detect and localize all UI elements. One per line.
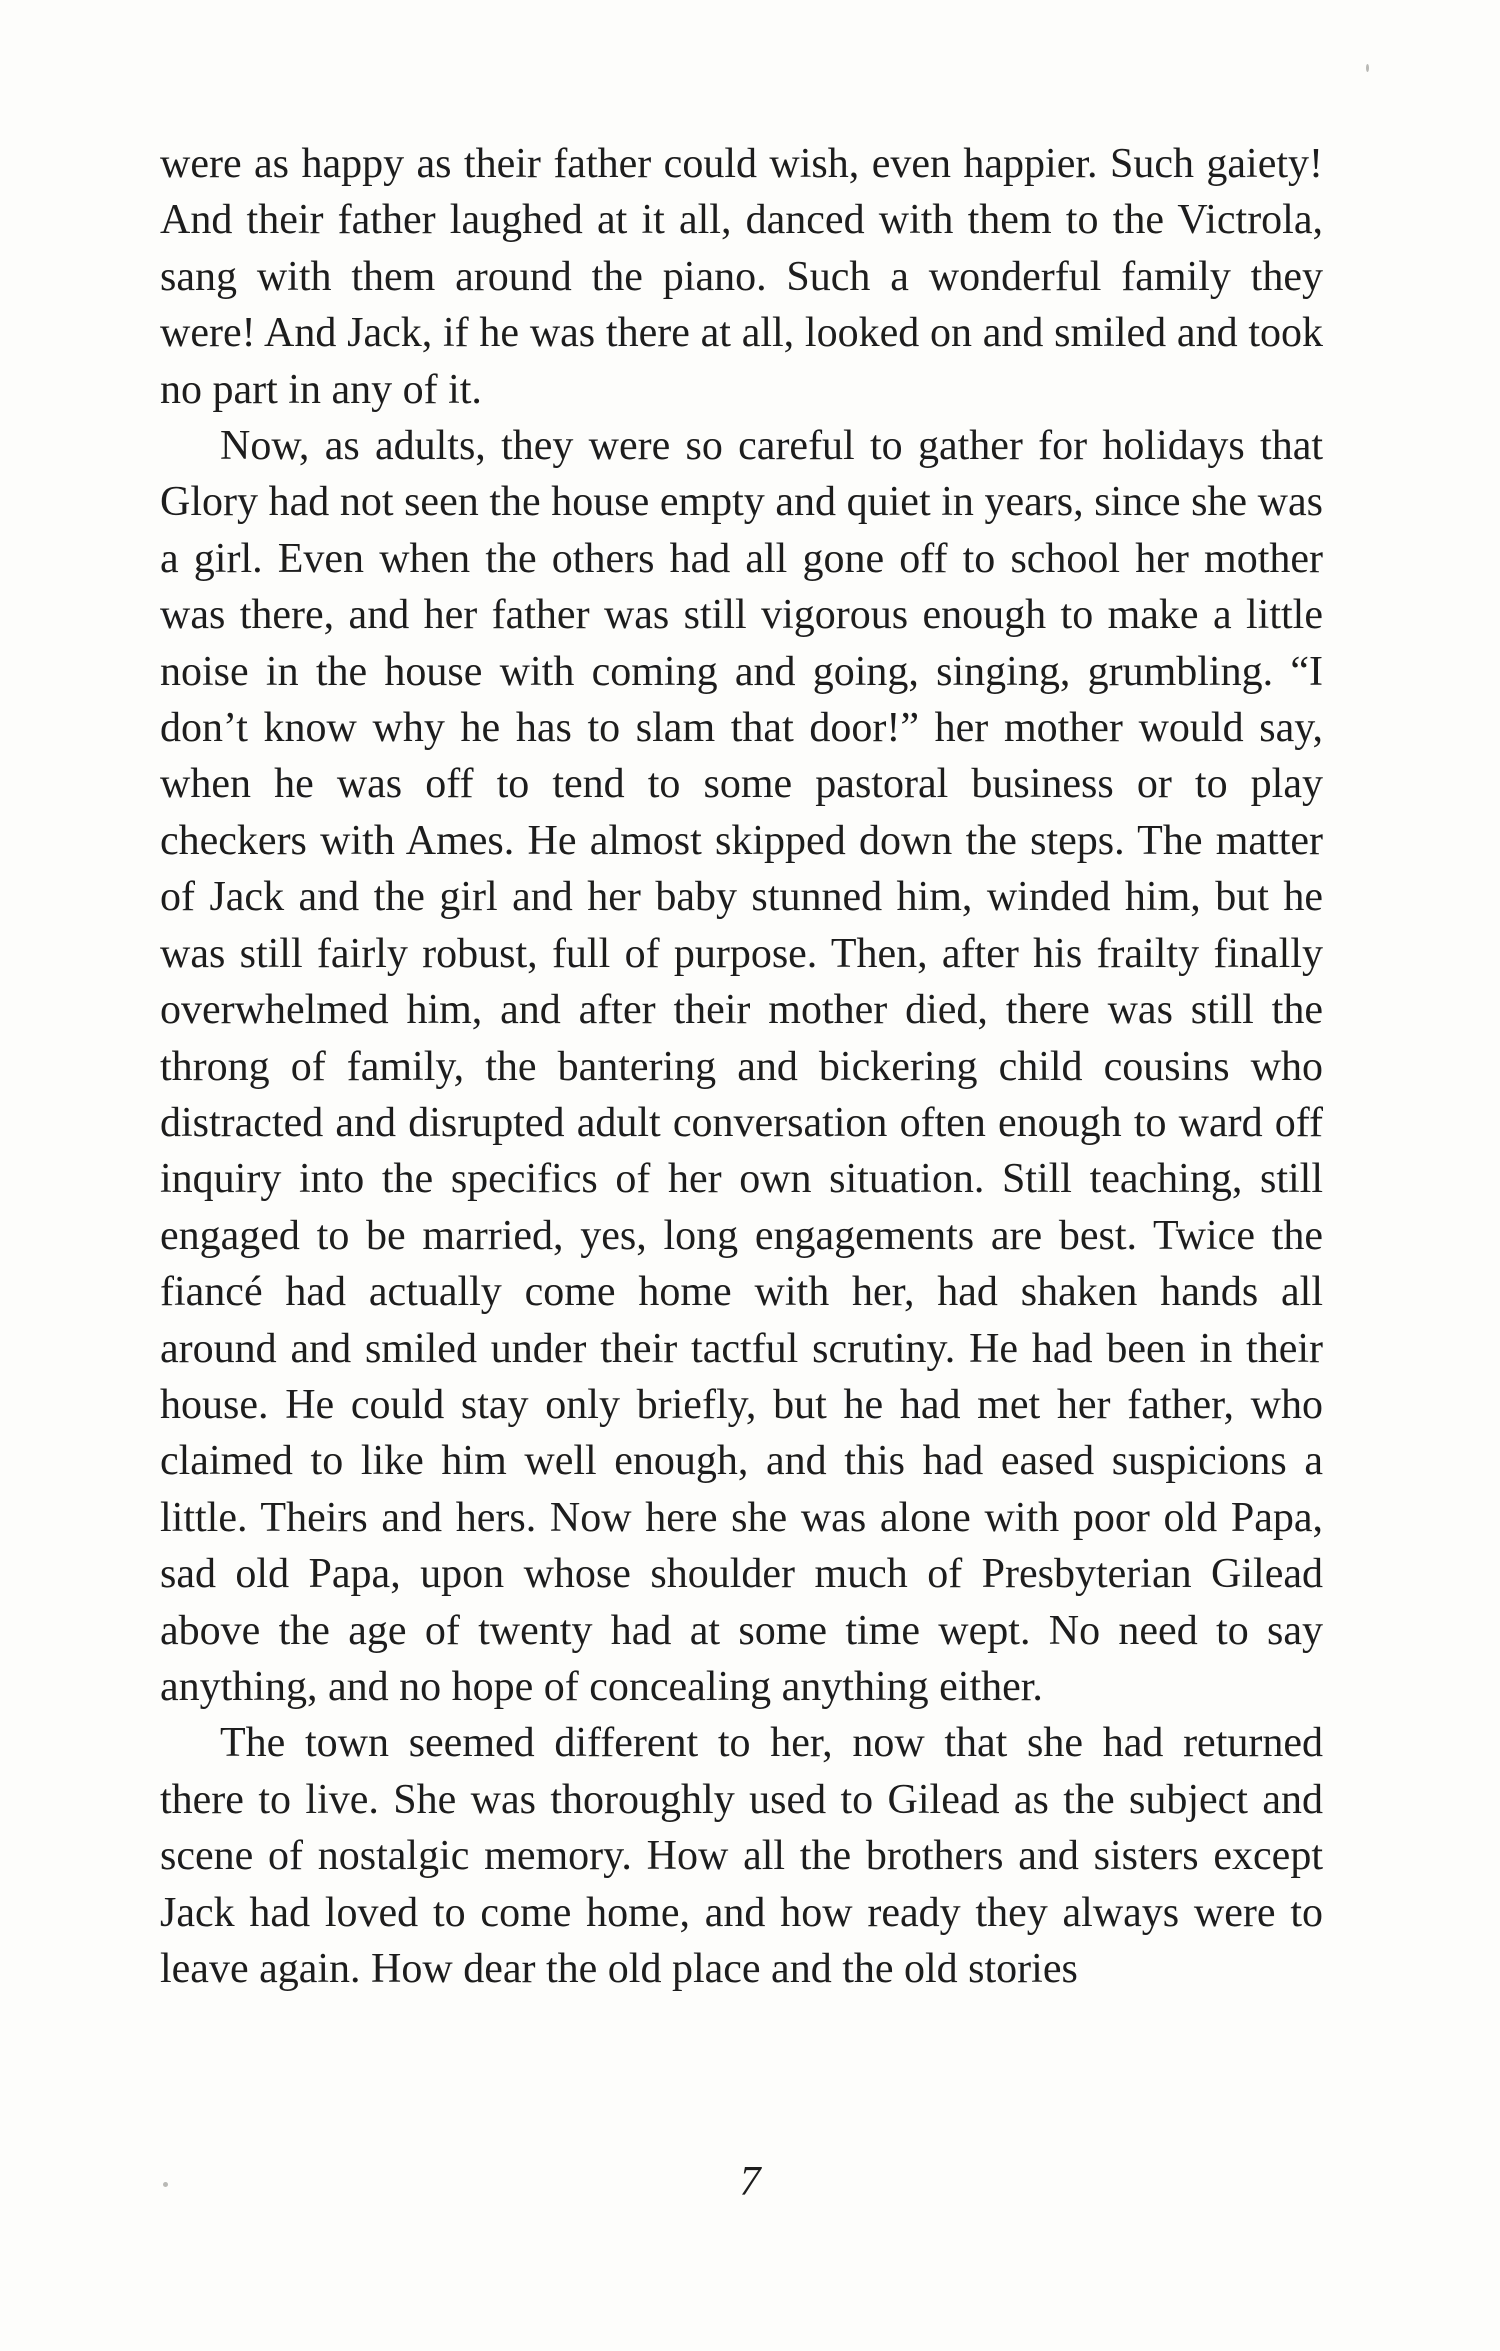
- body-text: [160, 136, 1323, 1997]
- page-number: 7: [739, 2159, 761, 2205]
- paragraph-2: Now, as adults, they were so careful to gather for holidays that Glory had not seen the house empty and quiet in years, since she was a girl. Even when the others had all gone off to school her mother was there, and her father was still vigorous enough to make a little noise in the house with coming and going, singing, grumbling. “I don’t know why he has to slam that door!” her mother would say, when he was off to tend to some pastoral business or to play checkers with Ames. He almost skipped down the steps. The matter of Jack and the girl and her baby stunned him, winded him, but he was still fairly robust, full of purpose. Then, after his frailty finally overwhelmed him, and after their mother died, there was still the throng of family, the bantering and bickering child cousins who distracted and disrupted adult conversation often enough to ward off inquiry into the specifics of her own situation. Still teaching, still engaged to be married, yes, long engagements are best. Twice the fiancé had actually come home with her, had shaken hands all around and smiled under their tactful scrutiny. He had been in their house. He could stay only briefly, but he had met her father, who claimed to like him well enough, and this had eased suspicions a little. Theirs and hers. Now here she was alone with poor old Papa, sad old Papa, upon whose shoulder much of Presbyterian Gilead above the age of twenty had at some time wept. No need to say anything, and no hope of concealing anything either.: [160, 423, 1323, 1710]
- paragraph-1: were as happy as their father could wish, even happier. Such gaiety! And their father laughed at it all, danced with them to the Victrola, sang with them around the piano. Such a wonderful family they were! And Jack, if he was there at all, looked on and smiled and took no part in any of it.: [160, 141, 1323, 413]
- print-speck: [163, 2182, 168, 2187]
- print-speck: [1366, 64, 1369, 72]
- paragraph-3: The town seemed different to her, now that she had returned there to live. She was thoroughly used to Gilead as the subject and scene of nostalgic memory. How all the brothers and sisters except Jack had loved to come home, and how ready they always were to leave again. How dear the old place and the old stories: [160, 1720, 1323, 1992]
